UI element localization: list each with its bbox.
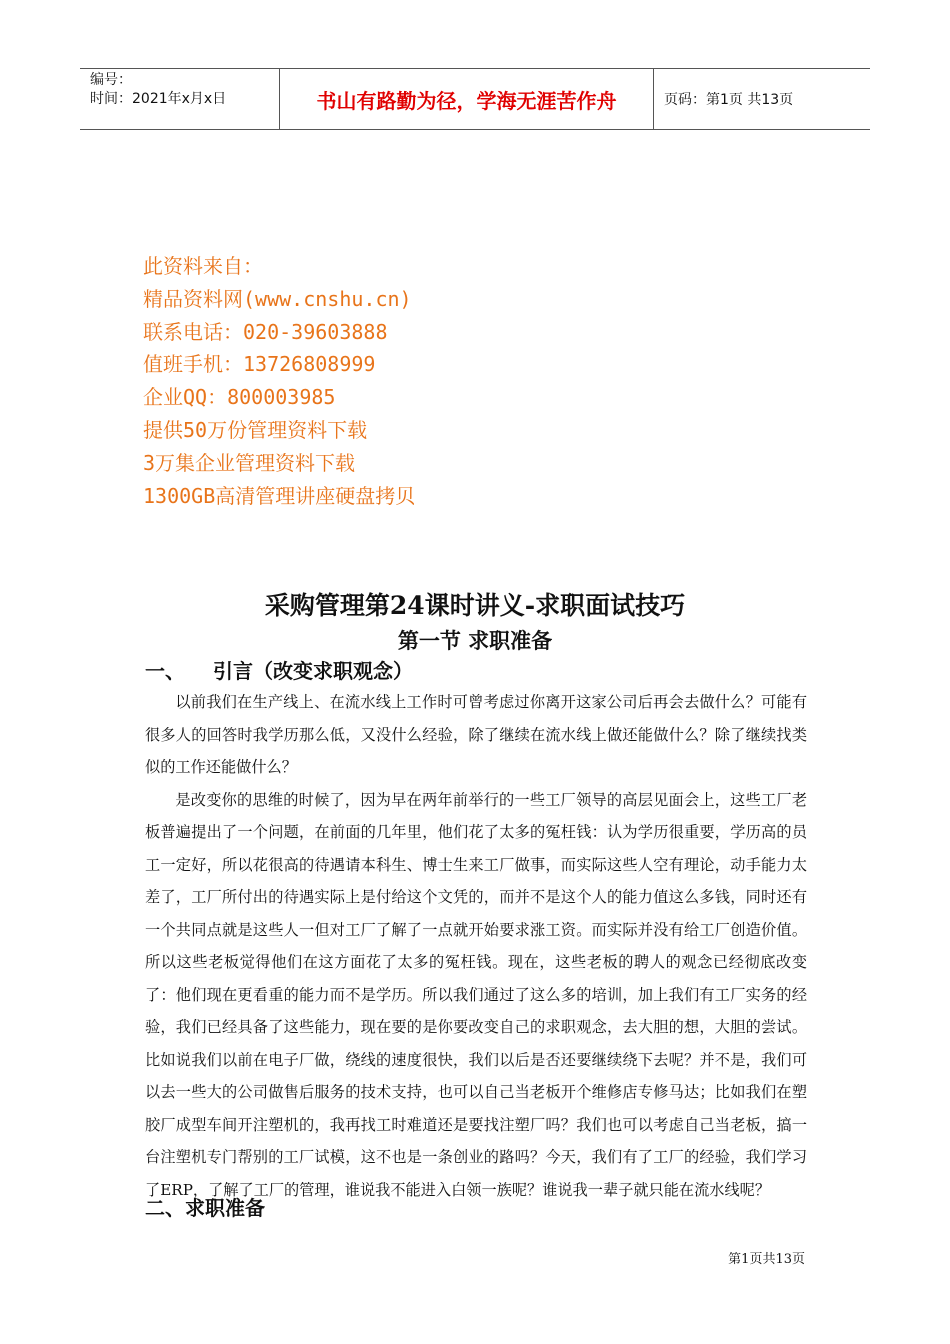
paragraph: 是改变你的思维的时候了，因为早在两年前举行的一些工厂领导的高层见面会上，这些工厂老板普遍提出了一个问题，在前面的几年里，他们花了太多的冤枉钱：认为学历很重要，学历高的员工一定好，所以花很高的待遇请本科生、博士生来工厂做事，而实际这些人空有理论，动手能力太差了，工厂所付出的待遇实际上是付给这个文凭的，而并不是这个人的能力值这么多钱，同时还有一个共同点就是这些人一但对工厂了解了一点就开始要求涨工资。而实际并没有给工厂创造价值。所以这些老板觉得他们在这方面花了太多的冤枉钱。现在，这些老板的聘人的观念已经彻底改变了：他们现在更看重的能力而不是学历。所以我们通过了这么多的培训，加上我们有工厂实务的经验，我们已经具备了这些能力，现在要的是你要改变自己的求职观念，去大胆的想，大胆的尝试。比如说我们以前在电子厂做，绕线的速度很快，我们以后是否还要继续绕下去呢？并不是，我们可以去一些大的公司做售后服务的技术支持，也可以自己当老板开个维修店专修马达；比如我们在塑胶厂成型车间开注塑机的，我再找工时难道还是要找注塑厂吗？我们也可以考虑自己当老板，搞一台注塑机专门帮别的工厂试模，这不也是一条创业的路吗？今天，我们有了工厂的经验，我们学习了ERP，了解了工厂的管理，谁说我不能进入白领一族呢？谁说我一辈子就只能在流水线呢？: [145, 790, 807, 1199]
source-line: 联系电话：020-39603888: [143, 319, 388, 344]
heading-text: 引言（改变求职观念）: [213, 659, 413, 683]
source-line: 提供50万份管理资料下载: [143, 417, 368, 442]
heading-job-preparation: 二、求职准备: [145, 1196, 265, 1220]
body-text: [145, 686, 807, 1206]
header-meta-cell: [80, 69, 280, 129]
source-line: 值班手机：13726808999: [143, 352, 376, 377]
source-line: 3万集企业管理资料下载: [143, 450, 356, 475]
time-label: 时间：2021年x月x日: [90, 91, 227, 107]
source-line: 企业QQ：800003985: [143, 385, 336, 410]
document-title: 采购管理第24课时讲义-求职面试技巧: [264, 591, 686, 620]
header-motto: 书山有路勤为径，学海无涯苦作舟: [280, 69, 654, 129]
source-line: 1300GB高清管理讲座硬盘拷贝: [143, 483, 416, 508]
header-table: [80, 68, 870, 130]
header-page-info: 页码：第1页 共13页: [664, 92, 794, 108]
source-line: 此资料来自：: [143, 254, 263, 278]
heading-number: 一、: [145, 659, 185, 683]
heading-introduction: [145, 655, 413, 684]
section-title: 第一节 求职准备: [397, 628, 553, 653]
source-block: [143, 250, 415, 512]
page-footer: 第1页共13页: [728, 1252, 805, 1267]
serial-label: 编号：: [90, 72, 132, 88]
paragraph: 以前我们在生产线上、在流水线上工作时可曾考虑过你离开这家公司后再会去做什么？可能有很多人的回答时我学历那么低，又没什么经验，除了继续在流水线上做还能做什么？除了继续找类似的工作还能做什么？: [145, 693, 807, 776]
source-line: 精品资料网(www.cnshu.cn): [143, 286, 412, 311]
